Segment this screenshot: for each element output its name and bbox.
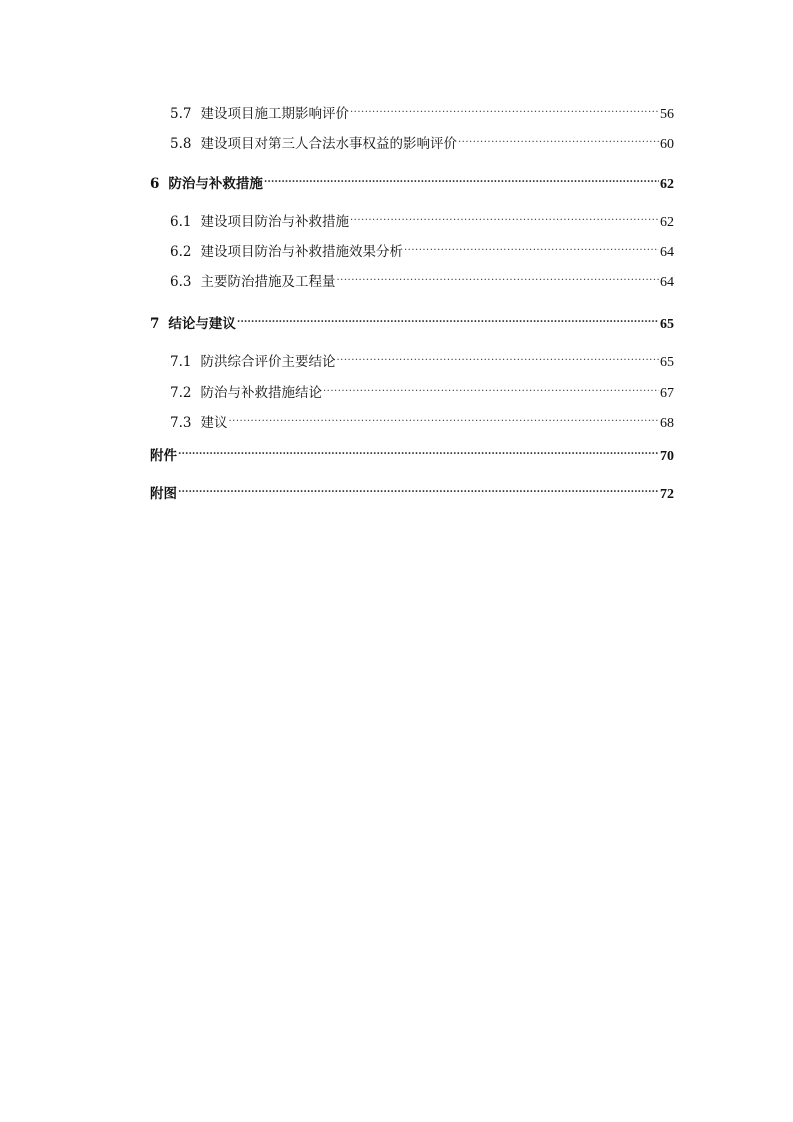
toc-entry-attachments[interactable] (150, 440, 674, 467)
toc-entry-title: 建设项目对第三人合法水事权益的影响评价 (200, 136, 457, 152)
toc-entry-title: 建设项目防治与补救措施 (200, 214, 349, 230)
toc-entry-number: 6.3 (170, 274, 192, 290)
toc-entry-page: 68 (660, 416, 674, 431)
toc-leader-dots (404, 236, 659, 256)
toc-entry-5-8[interactable] (150, 128, 674, 155)
toc-entry-page: 67 (660, 386, 674, 401)
toc-entry-number: 5.8 (170, 136, 192, 152)
toc-entry-number: 7.1 (170, 354, 192, 370)
toc-entry-7-2[interactable] (150, 377, 674, 404)
toc-entry-page: 64 (660, 275, 674, 290)
toc-entry-title: 建议 (200, 415, 228, 431)
toc-leader-dots (264, 168, 659, 188)
toc-entry-7-3[interactable] (150, 407, 674, 434)
toc-entry-figures[interactable] (150, 478, 674, 505)
toc-entry-page: 60 (660, 137, 674, 152)
toc-leader-dots (336, 266, 659, 286)
toc-entry-6-3[interactable] (150, 266, 674, 293)
toc-entry-5-7[interactable] (150, 98, 674, 125)
toc-entry-page: 65 (660, 355, 674, 370)
toc-entry-7-1[interactable] (150, 346, 674, 373)
toc-leader-dots (237, 308, 659, 328)
toc-entry-title: 附件 (150, 448, 177, 464)
toc-leader-dots (336, 346, 659, 366)
toc-entry-title: 防治与补救措施 (168, 176, 263, 192)
toc-entry-page: 64 (660, 245, 674, 260)
toc-entry-7[interactable] (150, 308, 674, 335)
toc-entry-page: 70 (660, 449, 674, 464)
toc-entry-title: 防洪综合评价主要结论 (200, 354, 336, 370)
toc-entry-title: 建设项目施工期影响评价 (200, 106, 349, 122)
toc-entry-title: 结论与建议 (168, 316, 236, 332)
toc-entry-page: 65 (660, 317, 674, 332)
toc-entry-number: 7.2 (170, 385, 192, 401)
toc-entry-page: 56 (660, 107, 674, 122)
toc-leader-dots (323, 377, 659, 397)
toc-entry-number: 6 (150, 176, 160, 192)
toc-leader-dots (228, 407, 659, 427)
toc-leader-dots (458, 128, 659, 148)
toc-entry-6-1[interactable] (150, 206, 674, 233)
toc-entry-page: 72 (660, 487, 674, 502)
toc-leader-dots (178, 440, 659, 460)
toc-leader-dots (178, 478, 659, 498)
toc-leader-dots (350, 206, 659, 226)
toc-entry-title: 主要防治措施及工程量 (200, 274, 336, 290)
toc-entry-number: 6.1 (170, 214, 192, 230)
toc-entry-title: 防治与补救措施结论 (200, 385, 322, 401)
toc-entry-number: 7.3 (170, 415, 192, 431)
toc-entry-title: 附图 (150, 486, 177, 502)
toc-entry-number: 5.7 (170, 106, 192, 122)
toc-entry-6[interactable] (150, 168, 674, 195)
toc-entry-number: 6.2 (170, 244, 192, 260)
toc-entry-page: 62 (660, 177, 674, 192)
toc-leader-dots (350, 98, 659, 118)
toc-entry-6-2[interactable] (150, 236, 674, 263)
toc-entry-page: 62 (660, 215, 674, 230)
toc-entry-number: 7 (150, 316, 160, 332)
toc-entry-title: 建设项目防治与补救措施效果分析 (200, 244, 403, 260)
